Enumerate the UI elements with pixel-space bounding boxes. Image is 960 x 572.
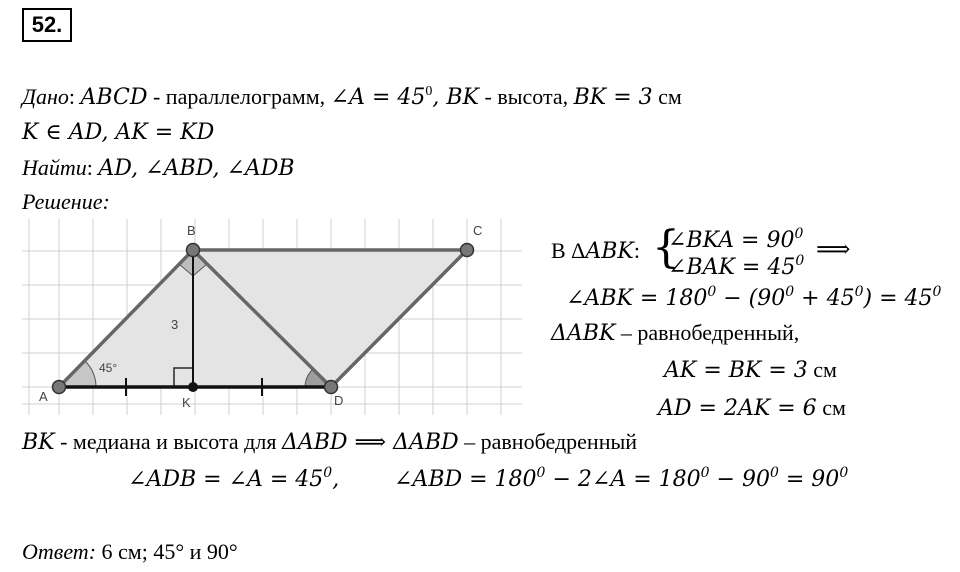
abk-sup-a: 0 [707,284,717,300]
problem-number: 52. [22,8,72,42]
abk-eq-c: + 45 [794,286,855,311]
given-line-2: K ∈ AD, AK = KD [22,120,215,145]
abd-sup-b: 0 [700,465,710,481]
abd-eq-b: − 2∠A = 180 [545,467,701,492]
isosceles-tri-name: ΔABK [551,321,616,346]
given-angle-sup: 0 [425,84,433,99]
ad-equation: AD = 2AK = 6 [658,396,817,421]
tri-name: ABK [585,239,634,264]
point-k [188,382,198,392]
tri-colon: : [633,238,640,263]
abk-sup-d: 0 [932,284,942,300]
label-d: D [334,393,344,408]
given-figure: ABCD [80,85,148,110]
parallelogram-figure [22,219,522,415]
system-eq-1: ∠BKA = 90 [668,228,795,253]
system-sup-1: 0 [794,226,804,242]
point-a [53,381,66,394]
isosceles-abk-line [551,320,799,347]
given-cm: см [652,84,682,109]
median-triangles: ΔABD ⟹ ΔABD [281,430,459,455]
label-angle-a: 45° [99,361,118,375]
label-a: A [39,389,48,404]
abk-sup-c: 0 [854,284,864,300]
label-b: B [187,223,196,238]
ak-bk-unit: см [807,357,837,382]
abk-eq-b: − (90 [716,286,786,311]
point-b [187,244,200,257]
answer-label: Ответ: [22,539,97,564]
system-implies: ⟹ [816,237,851,263]
system-line-2 [668,255,804,281]
median-text-2: – равнобедренный [458,429,638,454]
abk-eq-d: ) = 45 [863,286,933,311]
given-bk: BK [446,85,479,110]
system-sup-2: 0 [795,253,805,269]
label-c: C [473,223,483,238]
given-line-1: Дано: ABCD - параллелограмм, ∠A = $45^0$, BK - высота, BK = 3 см [22,84,682,110]
abd-sup-d: 0 [839,465,849,481]
tri-prefix: В Δ [551,238,586,263]
triangle-abk-intro [551,238,640,265]
median-line [22,429,637,456]
adb-end: , [332,467,340,492]
point-c [461,244,474,257]
abd-sup-a: 0 [536,465,546,481]
abd-eq-c: − 90 [709,467,770,492]
median-bk: BK [22,430,55,455]
given-height-text: - высота, [479,84,574,109]
answer-text: 6 см; 45° и 90° [96,539,238,564]
given-label: Дано [22,84,69,109]
adb-eq: ∠ADB = ∠A = 45 [128,467,324,492]
ad-unit: см [816,395,846,420]
abd-eq-a: ∠ABD = 180 [394,467,537,492]
angle-abk-equation [566,286,941,312]
solution-label-text: Решение [22,189,103,214]
system-line-1 [668,228,803,254]
given-bk-comma: , [432,85,447,110]
answer-line [22,539,238,565]
system-brace: { [652,222,680,273]
label-k: K [182,395,191,410]
given-bk-value: BK = 3 [573,85,653,110]
ak-bk-equation: AK = BK = 3 [664,358,808,383]
abd-sup-c: 0 [769,465,779,481]
angle-adb-equation [128,467,339,493]
ad-line [658,395,846,422]
find-label: Найти [22,155,87,180]
label-bk-length: 3 [171,317,179,332]
find-values: AD, ∠ABD, ∠ADB [98,156,295,181]
solution-label: Решение: [22,189,110,214]
given-parallelogram-text: - параллелограмм, [147,84,331,109]
point-d [325,381,338,394]
given-angle-a: ∠A = 45 [330,85,426,110]
angle-abd-equation [394,467,848,493]
abd-eq-d: = 90 [778,467,840,492]
median-text-1: - медиана и высота для [54,429,282,454]
ak-bk-line [664,357,837,384]
abk-eq-a: ∠ABK = 180 [566,286,708,311]
system-eq-2: ∠BAK = 45 [668,255,796,280]
isosceles-text: – равнобедренный, [615,320,800,345]
adb-sup: 0 [323,465,333,481]
abk-sup-b: 0 [785,284,795,300]
find-line: Найти: AD, ∠ABD, ∠ADB [22,155,295,181]
